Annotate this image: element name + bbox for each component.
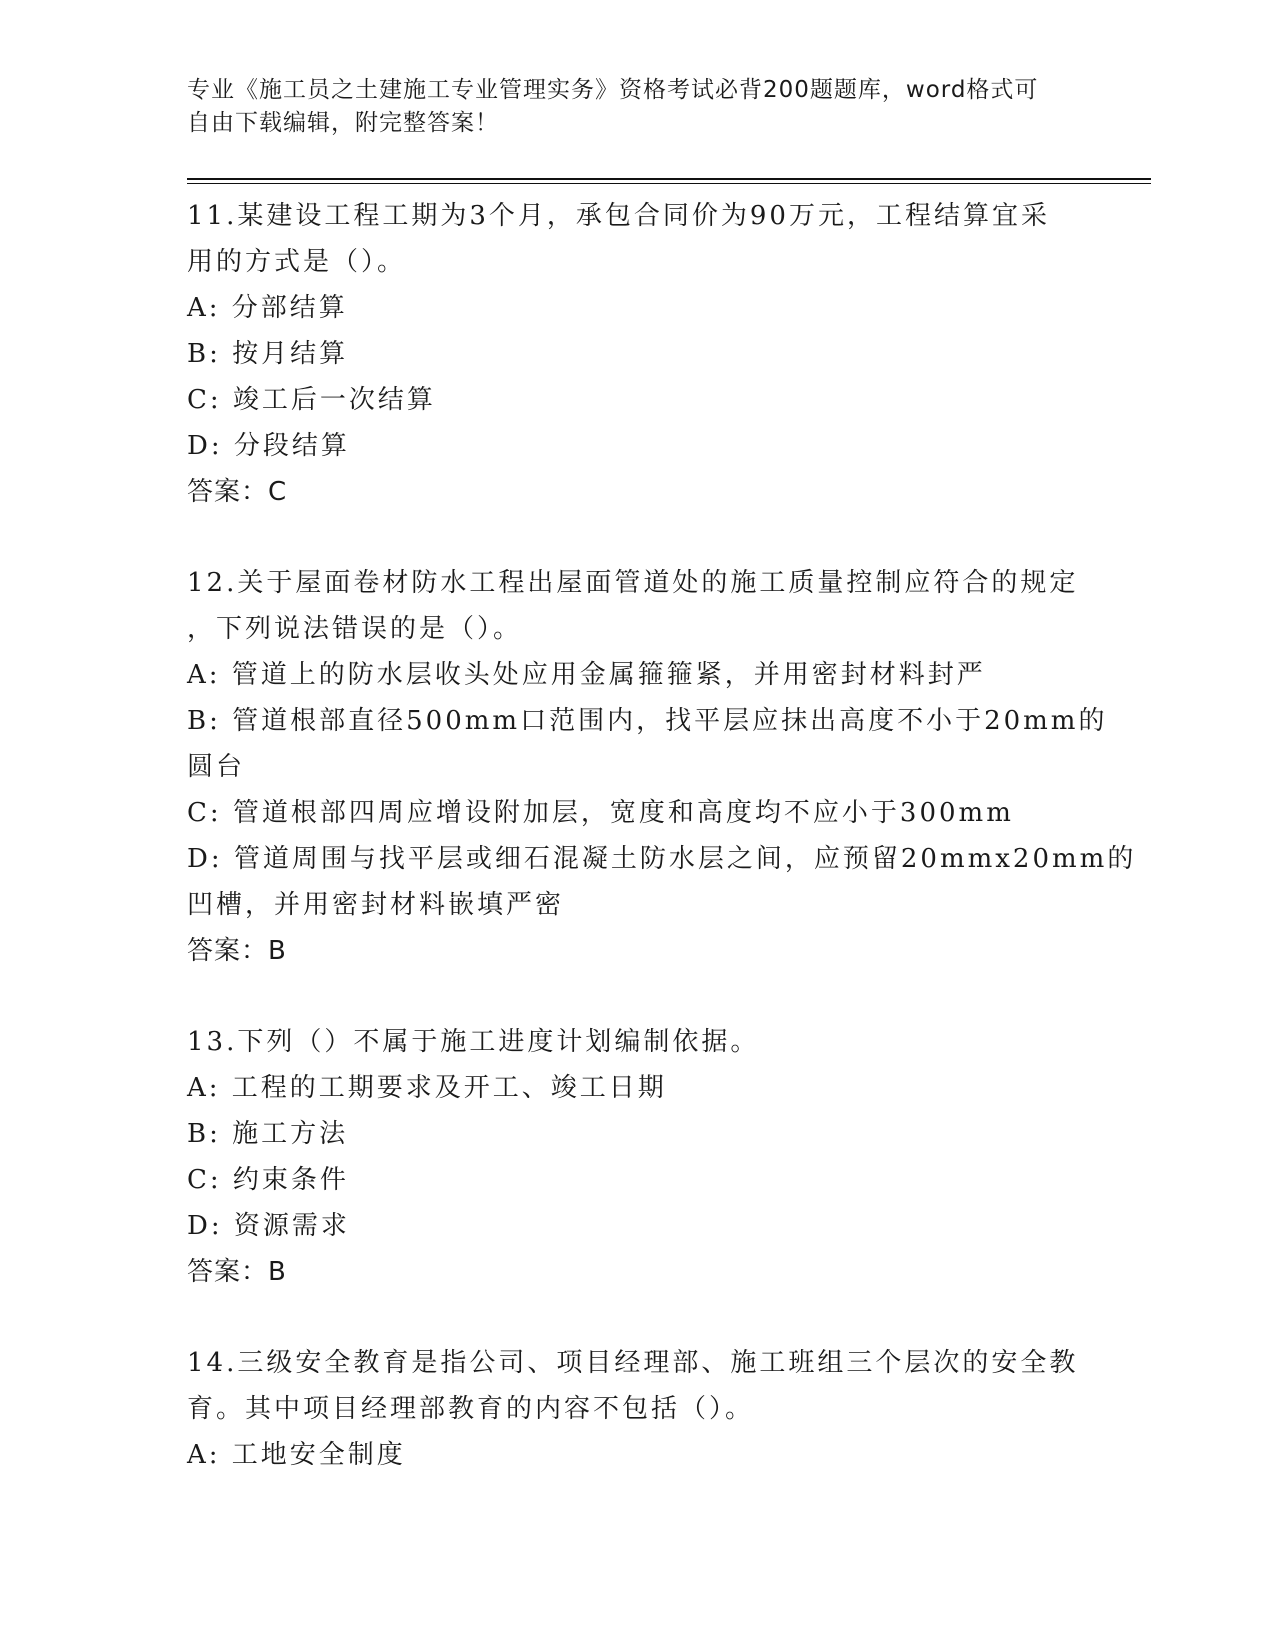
question-13 [187,1019,1087,1295]
question-stem-line: 14.三级安全教育是指公司、项目经理部、施工班组三个层次的安全教 [187,1348,1079,1378]
header-line-2: 自由下载编辑，附完整答案！ [187,110,499,136]
answer-line: 答案：C [187,477,288,507]
header-divider-thick [187,178,1151,180]
answer-line: 答案：B [187,1257,287,1287]
question-stem-line: 育。其中项目经理部教育的内容不包括（）。 [187,1394,755,1424]
question-stem-line: 12.关于屋面卷材防水工程出屋面管道处的施工质量控制应符合的规定 [187,568,1079,598]
question-list [187,193,1137,1478]
option-d: D: 管道周围与找平层或细石混凝土防水层之间，应预留20mmx20mm的 [187,844,1137,874]
option-d: D: 分段结算 [187,431,350,461]
question-stem-line: 11.某建设工程工期为3个月，承包合同价为90万元，工程结算宜采 [187,201,1050,231]
answer-line: 答案：B [187,936,287,966]
question-stem-line: 用的方式是（）。 [187,247,407,277]
option-c: C: 管道根部四周应增设附加层，宽度和高度均不应小于300mm [187,798,1014,828]
question-14 [187,1340,1087,1478]
header-line-1: 专业《施工员之土建施工专业管理实务》资格考试必背200题题库，word格式可 [187,77,1039,103]
option-d: D: 资源需求 [187,1211,350,1241]
option-a: A: 工地安全制度 [187,1440,406,1470]
option-c: C: 约束条件 [187,1165,349,1195]
option-b: B: 施工方法 [187,1119,349,1149]
option-d-continued: 凹槽，并用密封材料嵌填严密 [187,890,565,920]
option-a: A: 分部结算 [187,293,348,323]
option-b-continued: 圆台 [187,752,246,782]
option-c: C: 竣工后一次结算 [187,385,436,415]
question-stem-line: ，下列说法错误的是（）。 [187,614,523,644]
question-11 [187,193,1087,515]
document-header [187,74,1067,140]
header-divider-thin [187,183,1151,184]
option-b: B: 管道根部直径500mm口范围内，找平层应抹出高度不小于20mm的 [187,706,1108,736]
option-a: A: 管道上的防水层收头处应用金属箍箍紧，并用密封材料封严 [187,660,986,690]
option-a: A: 工程的工期要求及开工、竣工日期 [187,1073,667,1103]
question-12 [187,560,1137,974]
question-stem-line: 13.下列（）不属于施工进度计划编制依据。 [187,1027,760,1057]
option-b: B: 按月结算 [187,339,349,369]
